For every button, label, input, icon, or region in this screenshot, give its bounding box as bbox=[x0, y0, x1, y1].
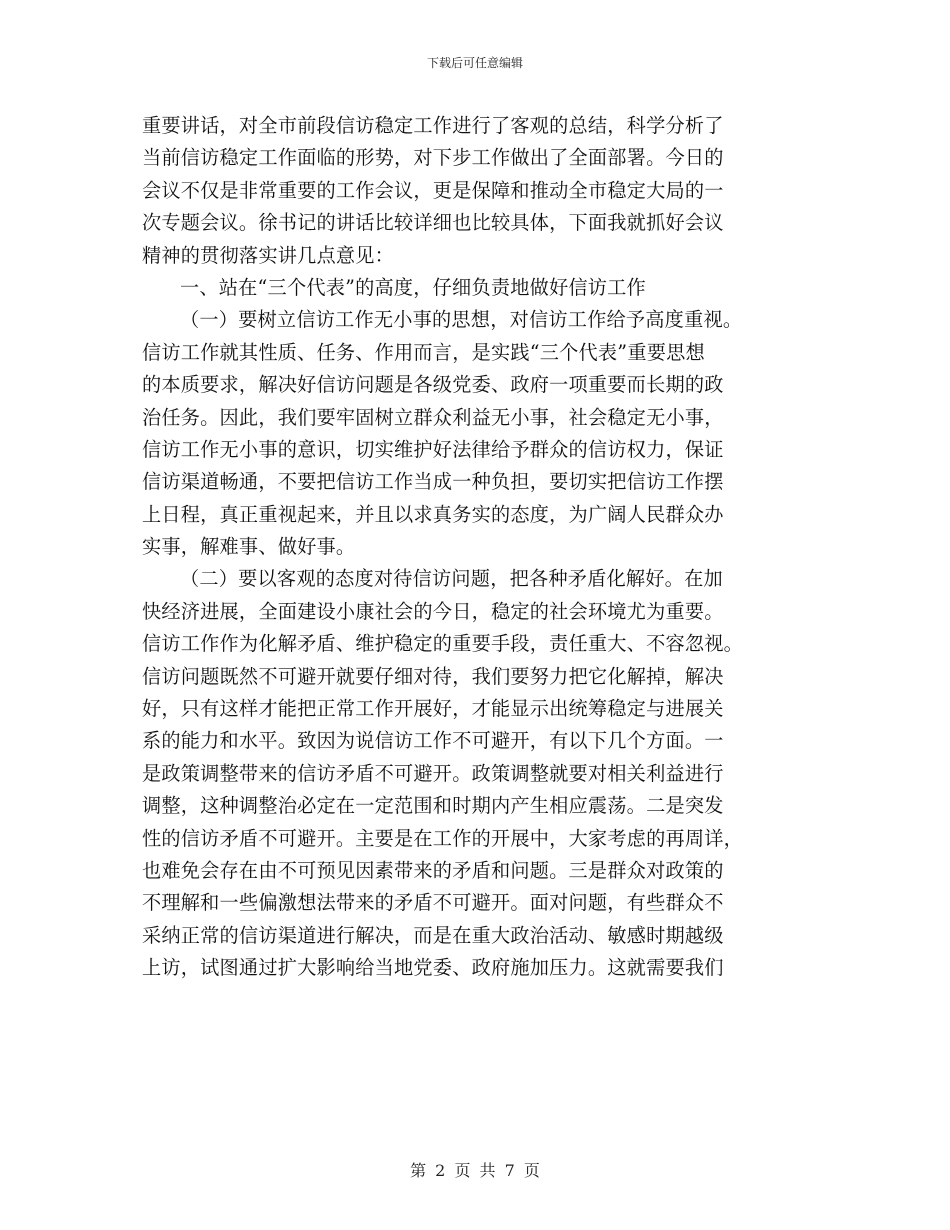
text-line: 精神的贯彻落实讲几点意见： bbox=[142, 243, 395, 267]
text-line: 性的信访矛盾不可避开。主要是在工作的开展中，大家考虑的再周详， bbox=[142, 826, 744, 850]
text-line: 采纳正常的信访渠道进行解决，而是在重大政治活动、敏感时期越级 bbox=[142, 923, 724, 947]
section-heading: 一、站在“三个代表”的高度，仔细负责地做好信访工作 bbox=[180, 275, 646, 299]
text-line: 好，只有这样才能把正常工作开展好，才能显示出统筹稳定与进展关 bbox=[142, 697, 724, 721]
text-line: 上访，试图通过扩大影响给当地党委、政府施加压力。这就需要我们 bbox=[142, 956, 724, 980]
text-line: 系的能力和水平。致因为说信访工作不可避开，有以下几个方面。一 bbox=[142, 729, 724, 753]
text-line: 实事，解难事、做好事。 bbox=[142, 535, 356, 559]
subsection-heading: （二）要以客观的态度对待信访问题，把各种矛盾化解好。在加 bbox=[180, 567, 723, 591]
text-line: 信访工作作为化解矛盾、维护稳定的重要手段，责任重大、不容忽视。 bbox=[142, 632, 744, 656]
text-line: 上日程，真正重视起来，并且以求真务实的态度，为广阔人民群众办 bbox=[142, 502, 724, 526]
document-body bbox=[142, 110, 810, 985]
text-line: 信访工作就其性质、任务、作用而言，是实践“三个代表”重要思想 bbox=[142, 340, 705, 364]
text-line: 调整，这种调整治必定在一定范围和时期内产生相应震荡。二是突发 bbox=[142, 794, 724, 818]
text-line: 快经济进展，全面建设小康社会的今日，稳定的社会环境尤为重要。 bbox=[142, 599, 724, 623]
subsection-heading: （一）要树立信访工作无小事的思想，对信访工作给予高度重视。 bbox=[180, 308, 743, 332]
text-line: 的本质要求，解决好信访问题是各级党委、政府一项重要而长期的政 bbox=[142, 373, 724, 397]
page-header-note: 下载后可任意编辑 bbox=[426, 56, 523, 70]
text-line: 信访渠道畅通，不要把信访工作当成一种负担，要切实把信访工作摆 bbox=[142, 470, 724, 494]
text-line: 重要讲话，对全市前段信访稳定工作进行了客观的总结，科学分析了 bbox=[142, 114, 724, 137]
text-line: 治任务。因此，我们要牢固树立群众利益无小事，社会稳定无小事， bbox=[142, 405, 724, 429]
text-line: 会议不仅是非常重要的工作会议，更是保障和推动全市稳定大局的一 bbox=[142, 178, 724, 202]
text-line: 当前信访稳定工作面临的形势，对下步工作做出了全面部署。今日的 bbox=[142, 146, 724, 170]
page-number: 第 2 页 共 7 页 bbox=[410, 1161, 540, 1180]
text-line: 信访工作无小事的意识，切实维护好法律给予群众的信访权力，保证 bbox=[142, 437, 724, 461]
text-line: 信访问题既然不可避开就要仔细对待，我们要努力把它化解掉，解决 bbox=[142, 664, 724, 688]
text-line: 是政策调整带来的信访矛盾不可避开。政策调整就要对相关利益进行 bbox=[142, 761, 724, 785]
text-line: 不理解和一些偏激想法带来的矛盾不可避开。面对问题，有些群众不 bbox=[142, 891, 724, 915]
text-line: 也难免会存在由不可预见因素带来的矛盾和问题。三是群众对政策的 bbox=[142, 858, 724, 882]
text-line: 次专题会议。徐书记的讲话比较详细也比较具体，下面我就抓好会议 bbox=[142, 211, 724, 235]
